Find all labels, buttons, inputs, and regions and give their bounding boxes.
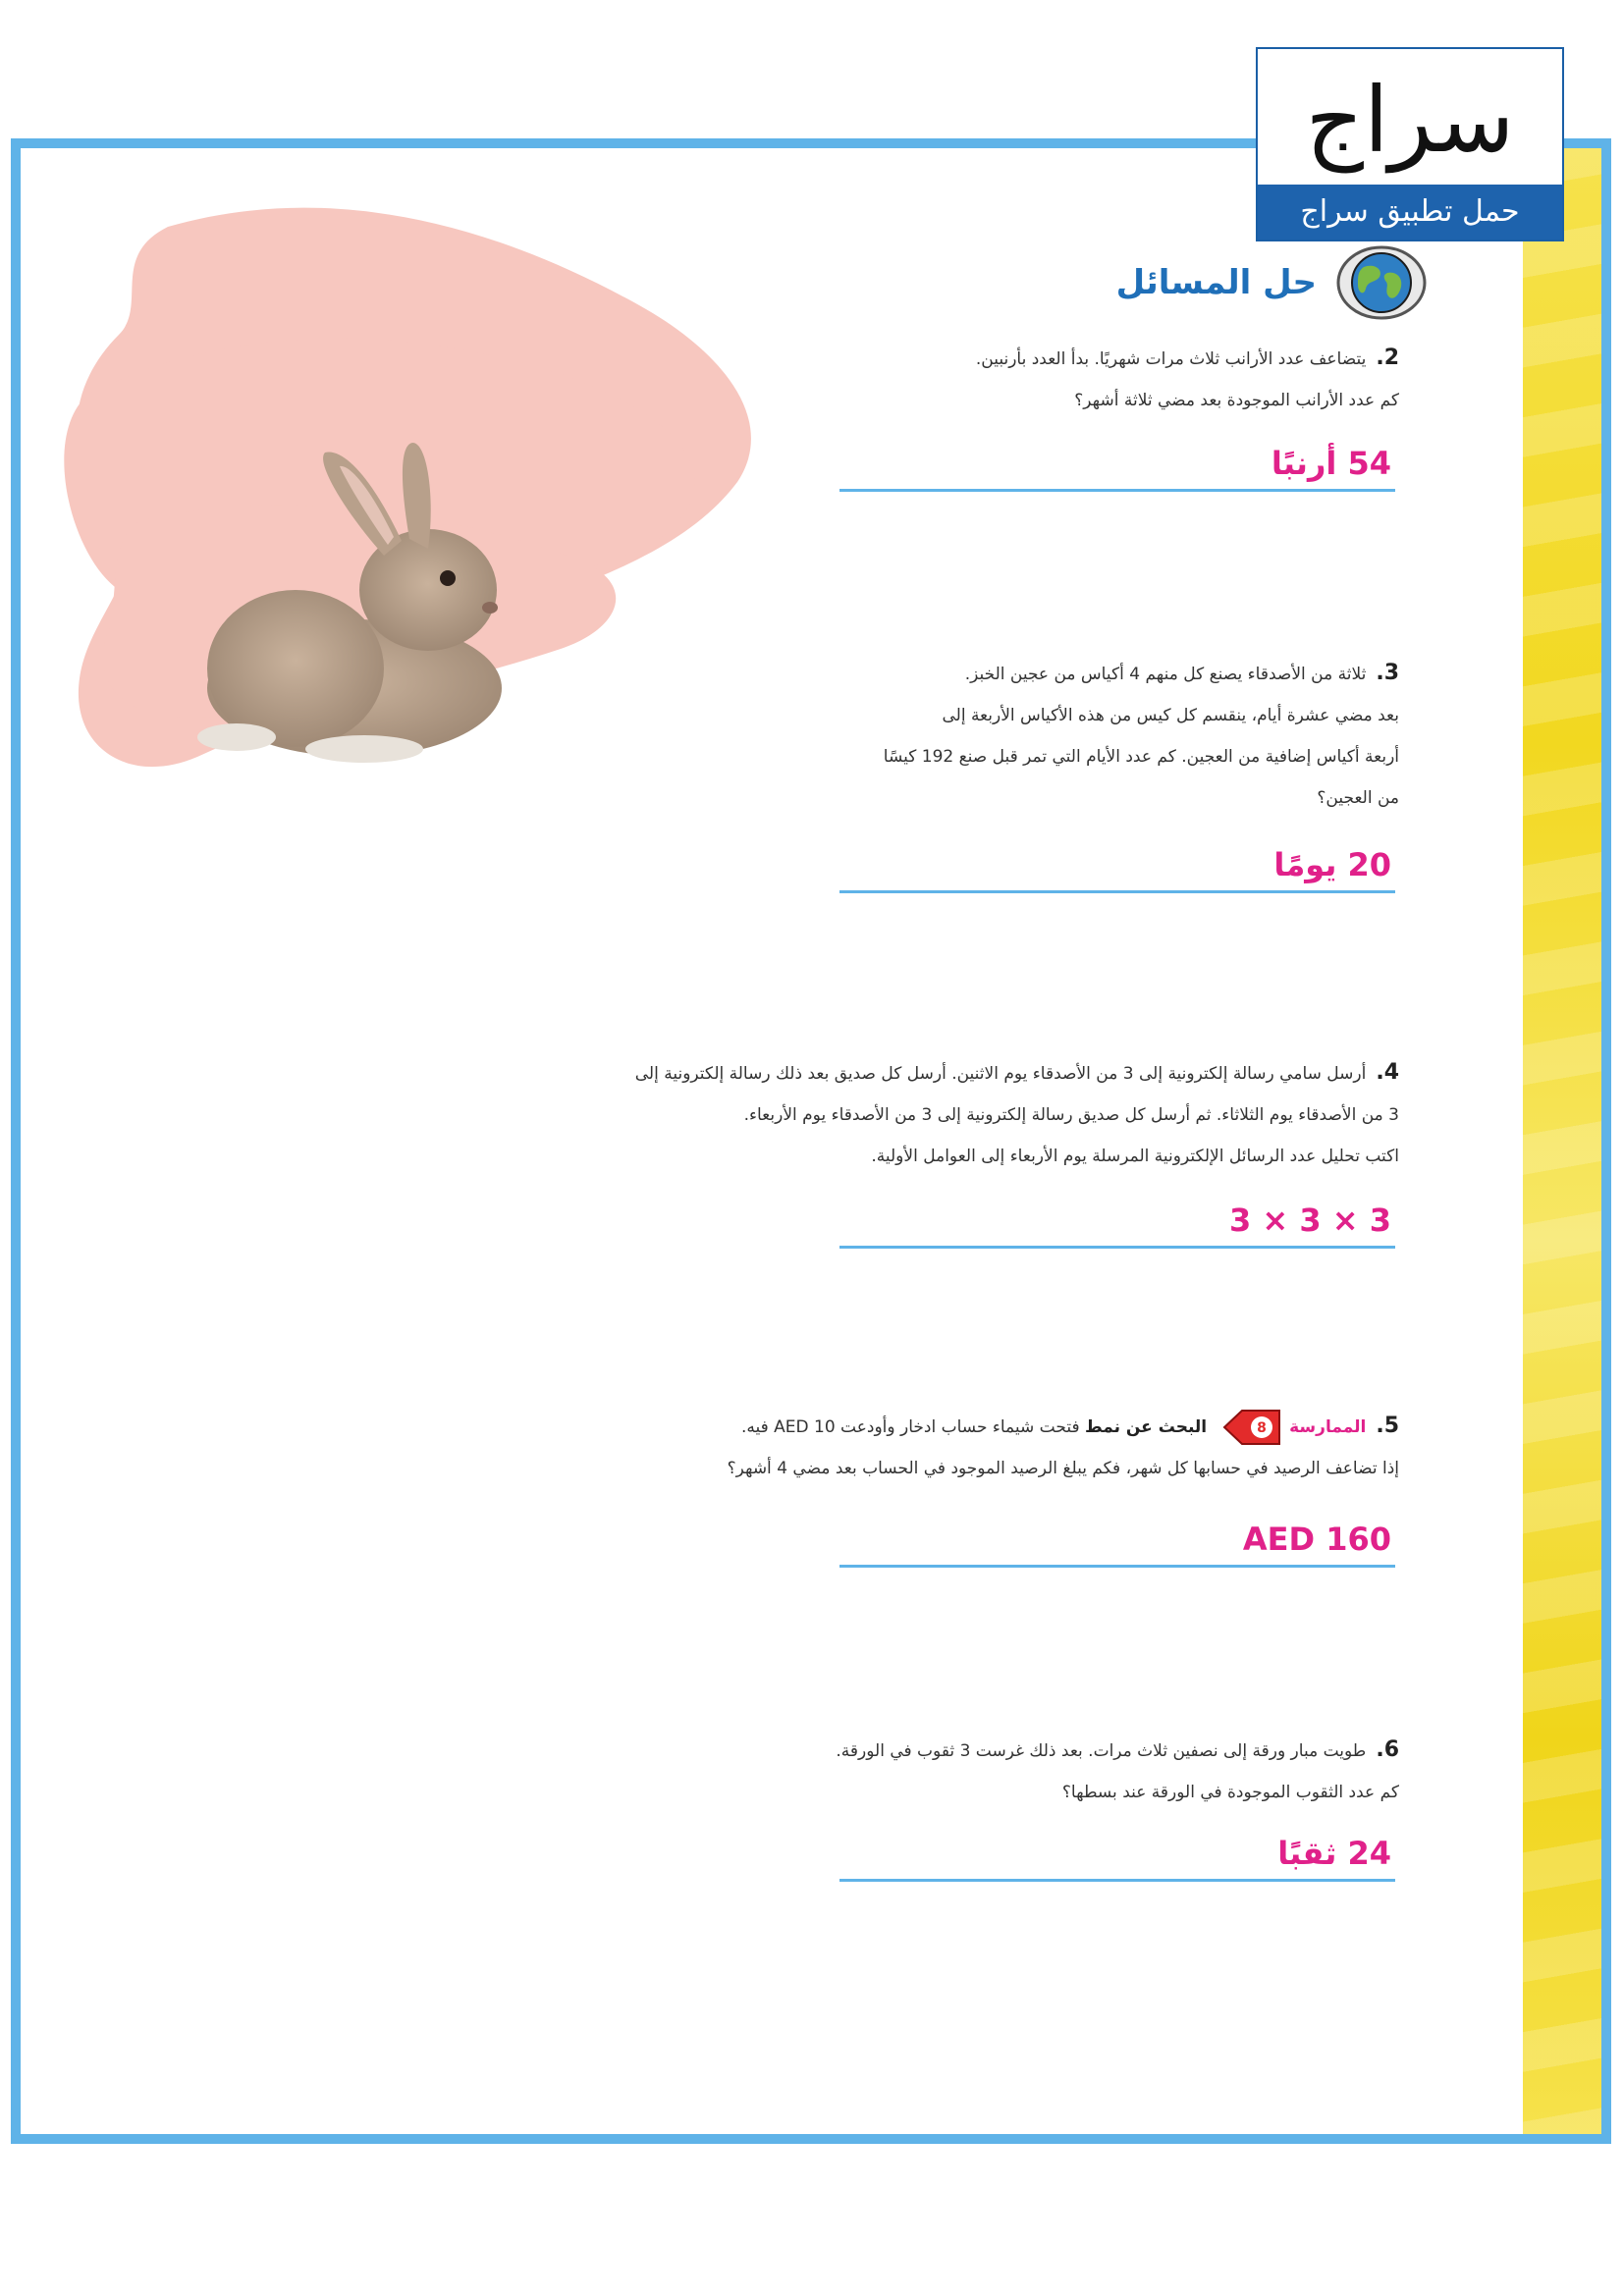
problem-text: من العجين؟	[1317, 788, 1399, 808]
problem-line	[635, 1095, 1399, 1136]
problem-text: أربعة أكياس إضافية من العجين. كم عدد الأيام التي تمر قبل صنع 192 كيسًا	[883, 747, 1399, 767]
answer-4	[839, 1190, 1395, 1249]
answer-2	[839, 433, 1395, 492]
practice-badge-number: 8	[1257, 1420, 1267, 1436]
problem-text: إذا تضاعف الرصيد في حسابها كل شهر، فكم يبلغ الرصيد الموجود في الحساب بعد مضي 4 أشهر؟	[727, 1459, 1399, 1478]
problem-number: 5.	[1376, 1414, 1399, 1438]
problem-text: فتحت شيماء حساب ادخار وأودعت AED 10 فيه.	[740, 1417, 1080, 1437]
problem-text: أرسل سامي رسالة إلكترونية إلى 3 من الأصدقاء يوم الاثنين. أرسل كل صديق بعد ذلك رسالة إلكترونية إلى	[634, 1064, 1367, 1084]
problem-5	[728, 1406, 1399, 1489]
problem-6	[836, 1730, 1399, 1813]
problem-text: كم عدد الأرانب الموجودة بعد مضي ثلاثة أشهر؟	[1074, 391, 1399, 410]
answer-line	[839, 1246, 1395, 1249]
answer-5	[839, 1509, 1395, 1568]
yellow-side-band	[1523, 148, 1601, 2134]
problem-line	[836, 1772, 1399, 1813]
problem-number: 4.	[1376, 1060, 1399, 1085]
problem-line	[884, 777, 1399, 819]
problem-line	[976, 338, 1399, 380]
problem-text: كم عدد الثقوب الموجودة في الورقة عند بسطها؟	[1061, 1783, 1399, 1802]
problem-2	[976, 338, 1399, 421]
logo-wordmark: سراج	[1305, 68, 1515, 173]
section-header	[1116, 243, 1429, 322]
problem-number: 3.	[1376, 661, 1399, 685]
problem-text: ثلاثة من الأصدقاء يصنع كل منهم 4 أكياس من عجين الخبز.	[964, 665, 1367, 684]
problem-text: طويت مبار ورقة إلى نصفين ثلاث مرات. بعد ذلك غرست 3 ثقوب في الورقة.	[836, 1741, 1367, 1761]
section-title: حل المسائل	[1115, 263, 1317, 302]
problem-line	[884, 695, 1399, 736]
problem-text: بعد مضي عشرة أيام، ينقسم كل كيس من هذه الأكياس الأربعة إلى	[942, 706, 1399, 725]
siraj-logo[interactable]	[1256, 47, 1564, 241]
practice-label: الممارسة	[1289, 1417, 1367, 1437]
problem-text: يتضاعف عدد الأرانب ثلاث مرات شهريًا. بدأ العدد بأرنبين.	[975, 349, 1367, 369]
answer-text: 24 ثقبًا	[1277, 1835, 1391, 1872]
answer-text: 20 يومًا	[1273, 846, 1391, 883]
problem-4	[635, 1052, 1399, 1177]
answer-text: AED 160	[1242, 1521, 1391, 1558]
problem-3	[884, 653, 1399, 819]
problem-line	[976, 380, 1399, 421]
globe-icon	[1334, 243, 1429, 322]
answer-line	[839, 1565, 1395, 1568]
answer-line	[839, 890, 1395, 893]
problem-number: 2.	[1376, 346, 1399, 370]
problem-line	[884, 736, 1399, 777]
problem-line	[728, 1448, 1399, 1489]
answer-line	[839, 489, 1395, 492]
problem-line	[635, 1052, 1399, 1095]
problem-text: اكتب تحليل عدد الرسائل الإلكترونية المرسلة يوم الأربعاء إلى العوامل الأولية.	[871, 1147, 1399, 1166]
logo-tagline: حمل تطبيق سراج	[1258, 185, 1562, 240]
answer-text: 3 × 3 × 3	[1229, 1201, 1391, 1239]
answer-text: 54 أرنبًا	[1271, 445, 1391, 482]
answer-3	[839, 834, 1395, 893]
problem-line	[728, 1406, 1399, 1448]
answer-6	[839, 1823, 1395, 1882]
problem-number: 6.	[1376, 1737, 1399, 1762]
problem-text: 3 من الأصدقاء يوم الثلاثاء. ثم أرسل كل صديق رسالة إلكترونية إلى 3 من الأصدقاء يوم الأربعاء.	[743, 1105, 1399, 1125]
practice-arrow-icon	[1222, 1408, 1281, 1447]
problem-line	[836, 1730, 1399, 1772]
problem-line	[635, 1136, 1399, 1177]
rabbit-image	[178, 443, 531, 767]
problem-line	[884, 653, 1399, 695]
answer-line	[839, 1879, 1395, 1882]
research-label: البحث عن نمط	[1084, 1417, 1208, 1437]
practice-badge	[1222, 1408, 1281, 1447]
